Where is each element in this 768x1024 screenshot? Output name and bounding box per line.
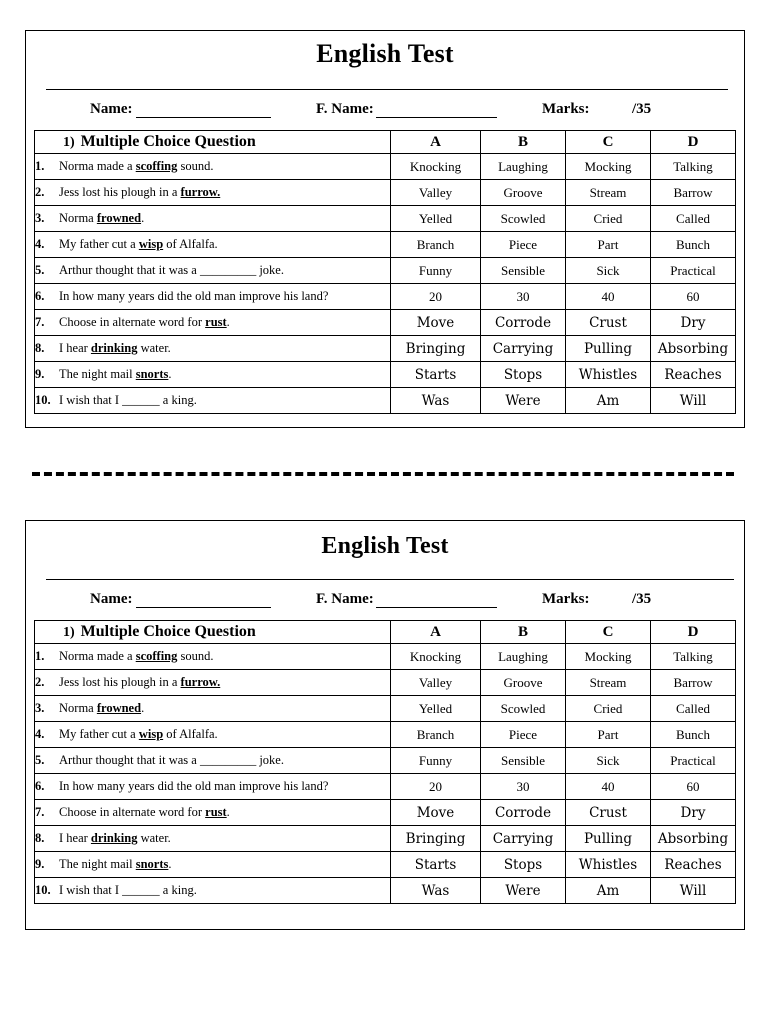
option-b[interactable]: Piece <box>481 232 566 258</box>
question-row <box>35 826 736 852</box>
question-number: 3. <box>35 701 45 715</box>
option-a[interactable]: Starts <box>391 362 481 388</box>
question-text <box>35 336 391 362</box>
title-divider <box>46 579 734 580</box>
option-c[interactable]: Whistles <box>566 852 651 878</box>
question-text <box>35 748 391 774</box>
option-a[interactable]: Move <box>391 800 481 826</box>
question-number: 8. <box>35 831 45 845</box>
option-b[interactable]: Stops <box>481 362 566 388</box>
question-text <box>35 696 391 722</box>
key-word: snorts <box>135 857 169 871</box>
question-row <box>35 800 736 826</box>
key-word: frowned <box>96 211 142 225</box>
question-text <box>35 878 391 904</box>
question-number: 2. <box>35 675 45 689</box>
key-word: furrow. <box>180 675 221 689</box>
question-pre: In how many years did the old man improve his land? <box>59 289 329 303</box>
question-number: 9. <box>35 367 45 381</box>
mcq-table <box>34 620 736 904</box>
question-row <box>35 310 736 336</box>
section-number: 1) <box>63 135 75 150</box>
question-text <box>35 852 391 878</box>
question-number: 10. <box>35 883 51 897</box>
mcq-table <box>34 130 736 414</box>
question-number: 7. <box>35 315 45 329</box>
question-number: 9. <box>35 857 45 871</box>
option-b[interactable]: 30 <box>481 284 566 310</box>
question-pre: Arthur thought that it was a _________ joke. <box>59 263 284 277</box>
option-d[interactable]: Called <box>651 696 736 722</box>
question-text <box>35 362 391 388</box>
section-number: 1) <box>63 625 75 640</box>
option-b[interactable]: Were <box>481 388 566 414</box>
mcq-header-row <box>35 131 736 154</box>
question-pre: Norma made a <box>59 649 136 663</box>
question-post: water. <box>137 341 171 355</box>
option-d[interactable]: Will <box>651 388 736 414</box>
question-row <box>35 232 736 258</box>
option-a[interactable]: Was <box>391 388 481 414</box>
question-row <box>35 774 736 800</box>
option-d[interactable]: Dry <box>651 310 736 336</box>
question-pre: The night mail <box>59 857 136 871</box>
question-pre: Jess lost his plough in a <box>59 675 181 689</box>
question-post: . <box>226 315 230 329</box>
option-a[interactable]: Funny <box>391 258 481 284</box>
option-b[interactable]: Corrode <box>481 800 566 826</box>
father-name-blank[interactable] <box>376 591 497 608</box>
question-text <box>35 670 391 696</box>
option-d[interactable]: Barrow <box>651 670 736 696</box>
key-word: furrow. <box>180 185 221 199</box>
option-a[interactable]: Bringing <box>391 336 481 362</box>
question-number: 8. <box>35 341 45 355</box>
question-pre: Choose in alternate word for <box>59 315 206 329</box>
option-a[interactable]: Yelled <box>391 206 481 232</box>
option-c[interactable]: Sick <box>566 748 651 774</box>
option-c[interactable]: 40 <box>566 774 651 800</box>
option-c[interactable]: Sick <box>566 258 651 284</box>
option-a[interactable]: Knocking <box>391 154 481 180</box>
question-row <box>35 644 736 670</box>
question-number: 5. <box>35 753 45 767</box>
question-row <box>35 852 736 878</box>
key-word: snorts <box>135 367 169 381</box>
section-title: Multiple Choice Question <box>80 623 256 640</box>
key-word: drinking <box>90 831 138 845</box>
question-pre: In how many years did the old man improve his land? <box>59 779 329 793</box>
question-text <box>35 826 391 852</box>
option-d[interactable]: Called <box>651 206 736 232</box>
key-word: wisp <box>138 237 164 251</box>
option-d[interactable]: Talking <box>651 154 736 180</box>
option-d[interactable]: Dry <box>651 800 736 826</box>
option-a[interactable]: Branch <box>391 722 481 748</box>
option-d[interactable]: Absorbing <box>651 826 736 852</box>
question-text <box>35 154 391 180</box>
option-c[interactable]: Stream <box>566 670 651 696</box>
option-a[interactable]: Bringing <box>391 826 481 852</box>
option-c[interactable]: Pulling <box>566 336 651 362</box>
question-row <box>35 284 736 310</box>
question-number: 2. <box>35 185 45 199</box>
option-a[interactable]: 20 <box>391 774 481 800</box>
question-number: 6. <box>35 779 45 793</box>
option-header-d: D <box>651 131 736 154</box>
option-b[interactable]: Scowled <box>481 206 566 232</box>
question-pre: Arthur thought that it was a _________ joke. <box>59 753 284 767</box>
question-pre: I hear <box>59 831 91 845</box>
option-c[interactable]: Mocking <box>566 154 651 180</box>
key-word: frowned <box>96 701 142 715</box>
marks-label: Marks: <box>542 591 590 607</box>
father-name-label: F. Name: <box>316 101 374 117</box>
question-post: . <box>168 367 172 381</box>
option-d[interactable]: Practical <box>651 748 736 774</box>
question-post: . <box>168 857 172 871</box>
option-c[interactable]: Part <box>566 232 651 258</box>
question-row <box>35 748 736 774</box>
option-b[interactable]: 30 <box>481 774 566 800</box>
name-label: Name: <box>90 591 133 607</box>
section-heading <box>35 621 391 644</box>
question-text <box>35 206 391 232</box>
option-c[interactable]: Whistles <box>566 362 651 388</box>
question-post: . <box>141 211 145 225</box>
question-row <box>35 696 736 722</box>
name-blank[interactable] <box>136 591 271 608</box>
option-c[interactable]: Stream <box>566 180 651 206</box>
test-sheet-top <box>25 30 745 428</box>
question-text <box>35 722 391 748</box>
key-word: rust <box>205 315 227 329</box>
option-d[interactable]: Reaches <box>651 362 736 388</box>
option-d[interactable]: 60 <box>651 774 736 800</box>
test-title: English Test <box>316 39 454 68</box>
option-b[interactable]: Corrode <box>481 310 566 336</box>
question-row <box>35 670 736 696</box>
option-b[interactable]: Carrying <box>481 826 566 852</box>
test-sheet-bottom <box>25 520 745 930</box>
option-header-d: D <box>651 621 736 644</box>
option-d[interactable]: Talking <box>651 644 736 670</box>
question-pre: Choose in alternate word for <box>59 805 206 819</box>
cut-line-divider <box>32 472 734 476</box>
option-c[interactable]: Cried <box>566 206 651 232</box>
name-blank[interactable] <box>136 101 271 118</box>
option-c[interactable]: Cried <box>566 696 651 722</box>
option-b[interactable]: Were <box>481 878 566 904</box>
question-row <box>35 258 736 284</box>
question-text <box>35 774 391 800</box>
question-pre: I wish that I ______ a king. <box>59 883 197 897</box>
question-pre: Jess lost his plough in a <box>59 185 181 199</box>
option-b[interactable]: Laughing <box>481 154 566 180</box>
question-pre: My father cut a <box>59 237 139 251</box>
question-number: 3. <box>35 211 45 225</box>
question-text <box>35 284 391 310</box>
option-c[interactable]: Am <box>566 388 651 414</box>
option-c[interactable]: Am <box>566 878 651 904</box>
student-info-row <box>26 591 744 611</box>
question-pre: Norma made a <box>59 159 136 173</box>
key-word: rust <box>205 805 227 819</box>
option-a[interactable]: Yelled <box>391 696 481 722</box>
option-a[interactable]: Was <box>391 878 481 904</box>
question-number: 10. <box>35 393 51 407</box>
question-pre: The night mail <box>59 367 136 381</box>
question-pre: I wish that I ______ a king. <box>59 393 197 407</box>
option-header-a: A <box>391 131 481 154</box>
option-b[interactable]: Stops <box>481 852 566 878</box>
option-b[interactable]: Piece <box>481 722 566 748</box>
option-a[interactable]: Branch <box>391 232 481 258</box>
option-c[interactable]: Mocking <box>566 644 651 670</box>
option-b[interactable]: Sensible <box>481 258 566 284</box>
question-post: water. <box>137 831 171 845</box>
option-d[interactable]: Will <box>651 878 736 904</box>
question-row <box>35 206 736 232</box>
key-word: scoffing <box>135 159 178 173</box>
option-a[interactable]: 20 <box>391 284 481 310</box>
question-number: 1. <box>35 649 45 663</box>
option-d[interactable]: 60 <box>651 284 736 310</box>
question-number: 7. <box>35 805 45 819</box>
option-a[interactable]: Valley <box>391 180 481 206</box>
option-a[interactable]: Move <box>391 310 481 336</box>
question-text <box>35 180 391 206</box>
father-name-label: F. Name: <box>316 591 374 607</box>
key-word: drinking <box>90 341 138 355</box>
option-c[interactable]: Crust <box>566 800 651 826</box>
question-row <box>35 388 736 414</box>
question-pre: Norma <box>59 701 97 715</box>
option-a[interactable]: Starts <box>391 852 481 878</box>
marks-total: /35 <box>632 101 652 117</box>
option-header-c: C <box>566 621 651 644</box>
marks-total: /35 <box>632 591 652 607</box>
question-text <box>35 258 391 284</box>
option-c[interactable]: Pulling <box>566 826 651 852</box>
question-number: 4. <box>35 727 45 741</box>
question-number: 1. <box>35 159 45 173</box>
key-word: scoffing <box>135 649 178 663</box>
question-pre: My father cut a <box>59 727 139 741</box>
option-header-b: B <box>481 621 566 644</box>
question-number: 6. <box>35 289 45 303</box>
option-c[interactable]: Part <box>566 722 651 748</box>
option-b[interactable]: Groove <box>481 180 566 206</box>
question-number: 5. <box>35 263 45 277</box>
option-d[interactable]: Absorbing <box>651 336 736 362</box>
name-label: Name: <box>90 101 133 117</box>
question-post: sound. <box>177 159 214 173</box>
question-text <box>35 388 391 414</box>
option-b[interactable]: Sensible <box>481 748 566 774</box>
option-c[interactable]: 40 <box>566 284 651 310</box>
question-number: 4. <box>35 237 45 251</box>
option-header-c: C <box>566 131 651 154</box>
option-d[interactable]: Bunch <box>651 232 736 258</box>
option-b[interactable]: Laughing <box>481 644 566 670</box>
question-row <box>35 180 736 206</box>
section-heading <box>35 131 391 154</box>
question-pre: Norma <box>59 211 97 225</box>
option-a[interactable]: Funny <box>391 748 481 774</box>
question-pre: I hear <box>59 341 91 355</box>
option-a[interactable]: Valley <box>391 670 481 696</box>
student-info-row <box>26 101 744 121</box>
option-a[interactable]: Knocking <box>391 644 481 670</box>
option-b[interactable]: Scowled <box>481 696 566 722</box>
question-post: . <box>141 701 145 715</box>
option-d[interactable]: Reaches <box>651 852 736 878</box>
option-c[interactable]: Crust <box>566 310 651 336</box>
option-header-a: A <box>391 621 481 644</box>
question-row <box>35 336 736 362</box>
section-title: Multiple Choice Question <box>80 133 256 150</box>
option-d[interactable]: Practical <box>651 258 736 284</box>
question-text <box>35 232 391 258</box>
question-post: of Alfalfa. <box>163 727 218 741</box>
option-b[interactable]: Groove <box>481 670 566 696</box>
question-post: . <box>226 805 230 819</box>
question-row <box>35 154 736 180</box>
father-name-blank[interactable] <box>376 101 497 118</box>
question-post: of Alfalfa. <box>163 237 218 251</box>
question-text <box>35 644 391 670</box>
question-text <box>35 800 391 826</box>
test-title: English Test <box>321 533 449 559</box>
option-b[interactable]: Carrying <box>481 336 566 362</box>
option-header-b: B <box>481 131 566 154</box>
question-row <box>35 878 736 904</box>
marks-label: Marks: <box>542 101 590 117</box>
title-divider <box>46 89 728 90</box>
question-post: sound. <box>177 649 214 663</box>
key-word: wisp <box>138 727 164 741</box>
mcq-header-row <box>35 621 736 644</box>
question-row <box>35 722 736 748</box>
question-row <box>35 362 736 388</box>
option-d[interactable]: Barrow <box>651 180 736 206</box>
option-d[interactable]: Bunch <box>651 722 736 748</box>
question-text <box>35 310 391 336</box>
